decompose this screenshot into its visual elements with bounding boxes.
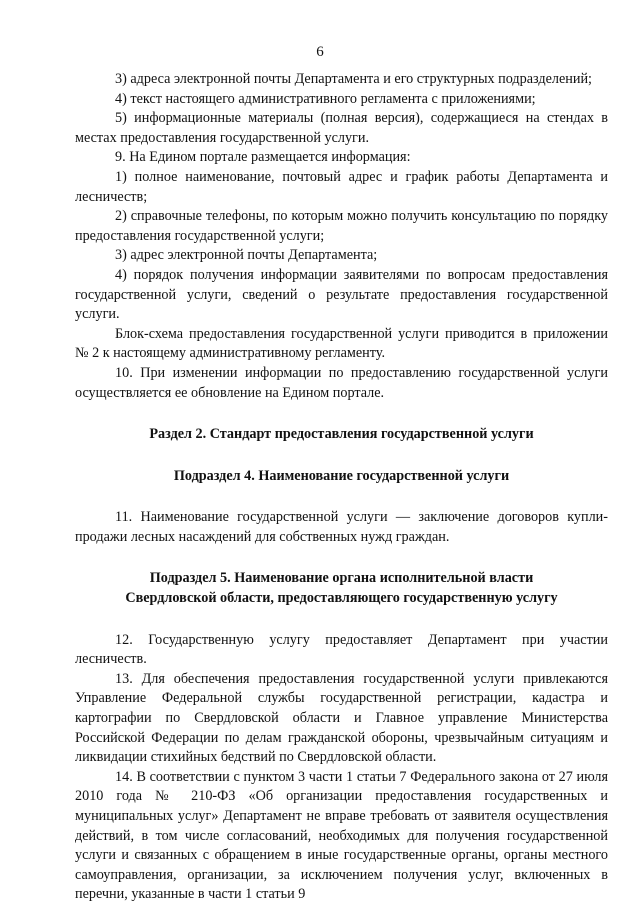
paragraph-14: 14. В соответствии с пунктом 3 части 1 статьи 7 Федерального закона от 27 июля 2010 года № 210-ФЗ «Об организации предоставления государственных и муниципальных услуг» Департамент не вправе требовать от заявителя осуществления действий, в том числе согласований, необходимых для получения государственной услуги и связанных с обращением в иные государственные органы, органы местного самоуправления, организации, за исключением получения услуг, включенных в перечни, указанные в части 1 статьи 9 <box>75 768 608 903</box>
paragraph-9: 9. На Едином портале размещается информация: <box>115 149 411 166</box>
subsection-4-heading: Подраздел 4. Наименование государственной услуги <box>173 467 510 484</box>
paragraph-9-item-3: 3) адрес электронной почты Департамента; <box>115 247 378 264</box>
paragraph-9-item-1: 1) полное наименование, почтовый адрес и график работы Департамента и лесничеств; <box>75 168 608 205</box>
paragraph-item-5: 5) информационные материалы (полная версия), содержащиеся на стендах в местах предоставления государственной услуги. <box>75 110 608 146</box>
paragraph-flowchart: Блок-схема предоставления государственной услуги приводится в приложении № 2 к настоящему административному регламенту. <box>75 325 608 362</box>
section-2-heading: Раздел 2. Стандарт предоставления государственной услуги <box>149 426 534 443</box>
paragraph-9-item-4: 4) порядок получения информации заявителями по вопросам предоставления государственной услуги, сведений о результате предоставления государственной услуги. <box>75 266 608 323</box>
document-body <box>75 70 608 905</box>
paragraph-item-4: 4) текст настоящего административного регламента с приложениями; <box>115 90 536 107</box>
paragraph-13: 13. Для обеспечения предоставления государственной услуги привлекаются Управление Федеральной службы государственной регистрации, кадастра и картографии по Свердловской области и Главное управление Министерства Российской Федерации по делам гражданской обороны, чрезвычайным ситуациям и ликвидации стихийных бедствий по Свердловской области. <box>75 670 608 766</box>
paragraph-12: 12. Государственную услугу предоставляет Департамент при участии лесничеств. <box>75 631 608 668</box>
paragraph-11: 11. Наименование государственной услуги — заключение договоров купли-продажи лесных насаждений для собственных нужд граждан. <box>75 509 608 545</box>
subsection-5-heading-line-1: Подраздел 5. Наименование органа исполнительной власти <box>149 570 534 587</box>
paragraph-9-item-2: 2) справочные телефоны, по которым можно получить консультацию по порядку предоставления государственной услуги; <box>75 208 608 244</box>
paragraph-10: 10. При изменении информации по предоставлению государственной услуги осуществляется ее обновление на Едином портале. <box>75 364 608 401</box>
paragraph-item-3: 3) адреса электронной почты Департамента и его структурных подразделений; <box>115 71 592 87</box>
subsection-5-heading-line-2: Свердловской области, предоставляющего государственную услугу <box>125 590 558 607</box>
page-number: 6 <box>316 44 324 60</box>
